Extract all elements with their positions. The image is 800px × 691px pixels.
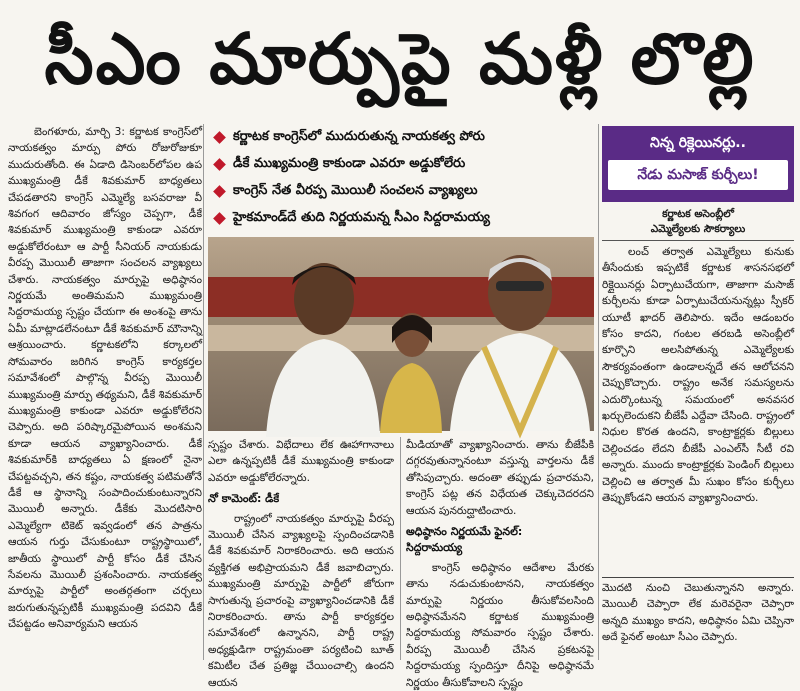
column-divider xyxy=(598,124,599,660)
sidebar-title-line1: నిన్న రిక్లెయినర్లు.. xyxy=(650,135,746,151)
article-middle-column-2 xyxy=(406,437,594,689)
article-middle-column-1 xyxy=(208,437,394,689)
highlight-text: కర్ణాటక కాంగ్రెస్‌లో ముదురుతున్న నాయకత్వ పోరు xyxy=(233,128,485,144)
news-photo xyxy=(208,237,594,431)
diamond-bullet-icon xyxy=(213,158,226,171)
highlight-item xyxy=(210,205,594,232)
highlight-item xyxy=(210,124,594,151)
article-paragraph: కాంగ్రెస్ అధిష్ఠానం ఆదేశాల మేరకు తాను నడుచుకుంటానని, నాయకత్వం మార్పుపై నిర్ణయం తీసుకోవలసింది అధిష్ఠానమేనని కర్ణాటక ముఖ్యమంత్రి సిద్దరామయ్య సోమవారం స్పష్టం చేశారు. వీరప్ప మొయిలీ చేసిన ప్రకటనపై సిద్దరామయ్య స్పందిస్తూ దీనిపై అధిష్ఠానమే నిర్ణయం తీసుకోవాలని స్పష్టం xyxy=(406,561,594,689)
article-paragraph: స్పష్టం చేశారు. విభేదాలు లేక ఊహాగానాలు ఎలా ఉన్నప్పటికీ డీకే ముఖ్యమంత్రి కాకుండా ఎవరూ అడ్డుకోలేరన్నారు. xyxy=(208,439,394,484)
highlight-item xyxy=(210,178,594,205)
sidebar-subtitle-line2: ఎమ్మెల్యేలకు సౌకర్యాలు xyxy=(650,223,746,235)
person-middle-figure xyxy=(376,303,446,433)
highlight-text: కాంగ్రెస్ నేత వీరప్ప మొయిలీ సంచలన వ్యాఖ్యలు xyxy=(233,182,478,198)
person-left-figure xyxy=(262,247,382,437)
section-subhead: సిద్దరామయ్య xyxy=(406,541,463,555)
article-paragraph: మొదటి నుంచి చెబుతున్నానని అన్నారు. మొయిలీ చెప్పారా లేక మరెవరైనా చెప్పారా అన్నది ముఖ్యం కాదని, అధిష్ఠానం ఏమి చెప్పినా అదే ఫైనల్ అంటూ సీఎం చెప్పారు. xyxy=(602,582,794,644)
highlight-text: హైకమాండ్‌దే తుది నిర్ణయమన్న సీఎం సిద్దరామయ్య xyxy=(233,209,490,225)
sidebar-article xyxy=(602,244,794,574)
section-subhead: నో కామెంట్: డీకే xyxy=(208,492,280,506)
sidebar-divider xyxy=(602,577,794,578)
section-subhead: అధిష్ఠానం నిర్ణయమే ఫైనల్: xyxy=(406,525,523,539)
diamond-bullet-icon xyxy=(213,185,226,198)
person-right-figure xyxy=(444,237,594,431)
article-paragraph: రాష్ట్రంలో నాయకత్వం మార్పుపై వీరప్ప మొయిలీ చేసిన వ్యాఖ్యలపై స్పందించడానికి డీకే శివకుమార్ నిరాకరించారు. అది ఆయన వ్యక్తిగత అభిప్రాయమని డీకే జవాబిచ్చారు. ముఖ్యమంత్రి మార్పుపై పార్టీలో జోరుగా సాగుతున్న ప్రచారంపై వ్యాఖ్యానించడానికి డీకే నిరాకరించారు. తాను పార్టీ కార్యకర్తల సమావేశంలో ఉన్నానని, పార్టీ రాష్ట్ర అధ్యక్షుడిగా రాష్ట్రమంతా పర్యటించి బూత్ కమిటీల చేత ప్రతిజ్ఞ చేయించాల్సి ఉందని ఆయన xyxy=(208,512,394,689)
headline: సీఎం మార్పుపై మళ్లీ లొల్లి xyxy=(44,18,756,100)
highlight-text: డీకే ముఖ్యమంత్రి కాకుండా ఎవరూ అడ్డుకోలేరు xyxy=(233,155,466,171)
sidebar-title-line2: నేడు మసాజ్ కుర్చీలు! xyxy=(608,160,788,190)
diamond-bullet-icon xyxy=(213,131,226,144)
diamond-bullet-icon xyxy=(213,212,226,225)
sidebar-subtitle xyxy=(602,207,794,241)
article-paragraph: లంచ్ తర్వాత ఎమ్మెల్యేలు కునుకు తీసేందుకు ఇప్పటికే కర్ణాటక శాసనసభలో రిక్లైయినర్లు ఏర్పాటుచేయగా, తాజాగా మసాజ్ కుర్చీలను కూడా ఏర్పాటుచేయనున్నట్లు స్పీకర్ యూటీ ఖాదర్ తెలిపారు. ఇదేం ఆడంబరం కోసం కాదని, గంటల తరబడి అసెంబ్లీలో కూర్చొని అలసిపోతున్న ఎమ్మెల్యేలకు సౌకర్యవంతంగా ఉండాలన్నదే తన ఆలోచనని చెప్పుకొచ్చారు. రాష్ట్రం అనేక సమస్యలను ఎదుర్కొంటున్న సమయంలో అనవసర ఖర్చులెందుకని బీజేపీ ఎద్దేవా చేసింది. రాష్ట్రంలో నిధుల కొరత ఉందని, కాంట్రాక్టర్లకు బిల్లులు చెల్లించడం లేదని బీజేపీ ఎంఎల్‌సీ సీటీ రవి అన్నారు. ముందు కాంట్రాక్టర్లకు పెండింగ్ బిల్లులు చెల్లించి ఆ తర్వాత మీ సుఖం కోసం కుర్చీలు తెప్పుకోండని ఆయన వ్యాఖ్యానించారు. xyxy=(602,246,794,505)
column-divider xyxy=(203,124,204,660)
article-left-column xyxy=(8,124,202,660)
article-continuation xyxy=(602,580,794,660)
highlight-item xyxy=(210,151,594,178)
article-paragraph: మీడియాతో వ్యాఖ్యానించారు. తాను బీజేపీకి దగ్గరవుతున్నానంటూ వస్తున్న వార్తలను డీకే తోసిపుచ్చారు. అదంతా తప్పుడు ప్రచారమని, కాంగ్రెస్ పట్ల తన విధేయత చెక్కుచెదరదని ఆయన పునరుద్ఘాటించారు. xyxy=(406,439,594,517)
sidebar-title-box xyxy=(602,126,794,202)
column-divider xyxy=(400,437,401,660)
highlights-list xyxy=(210,124,594,234)
sidebar-subtitle-line1: కర్ణాటక అసెంబ్లీలో xyxy=(662,208,734,220)
article-paragraph: బెంగళూరు, మార్చి 3: కర్ణాటక కాంగ్రెస్‌లో నాయకత్వం మార్పు పోరు రోజురోజుకూ ముదురుతోంది. ఈ ఏడాది డిసెంబర్‌లోపల ఉప ముఖ్యమంత్రి డీకే శివకుమార్ బాధ్యతలు చేపడతారని కాంగ్రెస్ ఎమ్మెల్యే బసవరాజు వీ శివగంగ ఆదివారం జోస్యం చెప్పగా, డీకే శివకుమార్ ముఖ్యమంత్రి కాకుండా ఎవరూ అడ్డుకోలేరంటూ ఆ పార్టీ సీనియర్ నాయకుడు వీరప్ప మొయిలీ తాజాగా సంచలన వ్యాఖ్యలు చేశారు. నాయకత్వం మార్పుపై అధిష్ఠానం నిర్ణయమే అంతిమమని ముఖ్యమంత్రి సిద్దరామయ్య స్పష్టం చేయగా ఈ అంశంపై తాను ఏమీ మాట్లాడలేనంటూ డీకే శివకుమార్ మౌనాన్ని ఆశ్రయించారు. కర్ణాటకలోని కర్కాలలో సోమవారం జరిగిన కాంగ్రెస్ కార్యకర్తల సమావేశంలో పాల్గొన్న వీరప్ప మొయిలీ ముఖ్యమంత్రి మార్పు తథ్యమని, డీకే శివకుమార్ ముఖ్యమంత్రి కాకుండా ఎవరూ అడ్డుకోలేరని చెప్పారు. అది పరిష్కారమైపోయిన అంశమని కూడా ఆయన వ్యాఖ్యానించారు. డీకే శివకుమార్‌కి బాధ్యతలు ఏ క్షణంలో నైనా చేపట్టవచ్చని, తన కష్టం, నాయకత్వ పటిమతోనే డీకే ఆ స్థానాన్ని సంపాదించుకుంటున్నారని మొయిలీ అన్నారు. డీకేకు మొదటిసారి ఎమ్మెల్యేగా టికెట్ ఇవ్వడంలో తన పాత్రను ఆయన గుర్తు చేసుకుంటూ రాష్ట్రస్థాయిలో, జాతీయ స్థాయిలో పార్టీ కోసం డీకే చేసిన సేవలను మొయిలీ ప్రశంసించారు. నాయకత్వ మార్పుపై పార్టీలో అంతర్గతంగా చర్చలు జరుగుతున్నప్పటికీ ముఖ్యమంత్రి పదవిని డీకే చేపట్టడం అనివార్యమని ఆయన xyxy=(8,126,202,631)
